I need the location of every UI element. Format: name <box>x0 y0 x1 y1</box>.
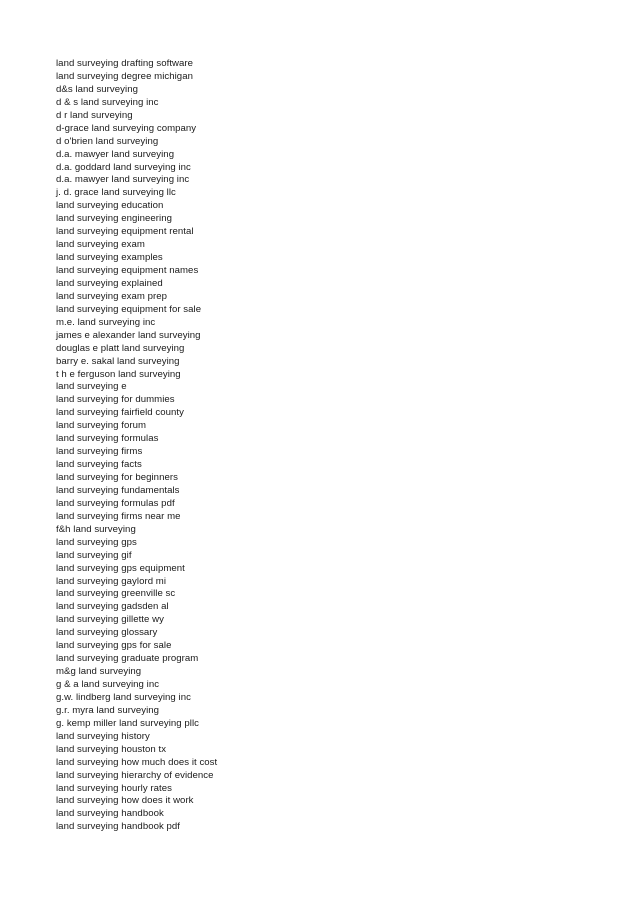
keyword-line: land surveying how much does it cost <box>56 756 218 768</box>
keyword-line: t h e ferguson land surveying <box>56 368 181 380</box>
keyword-line: land surveying drafting software <box>56 58 194 69</box>
keyword-line: land surveying gps equipment <box>56 562 185 574</box>
keyword-line: land surveying exam prep <box>56 290 168 302</box>
keyword-line: d.a. mawyer land surveying inc <box>56 174 190 186</box>
keyword-line: land surveying for beginners <box>56 472 178 483</box>
keyword-line: james e alexander land surveying <box>56 329 201 341</box>
keyword-line: land surveying forum <box>56 420 147 432</box>
keyword-line: d o'brien land surveying <box>56 135 159 147</box>
keyword-line: land surveying exam <box>56 239 145 251</box>
keyword-line: d.a. goddard land surveying inc <box>56 161 191 173</box>
keyword-line: land surveying fairfield county <box>56 407 184 419</box>
keyword-line: g.w. lindberg land surveying inc <box>56 691 191 703</box>
keyword-line: land surveying glossary <box>56 627 158 639</box>
keyword-line: land surveying facts <box>56 459 142 471</box>
keyword-line: barry e. sakal land surveying <box>56 355 180 367</box>
keyword-line: land surveying education <box>56 200 164 212</box>
keyword-line: d & s land surveying inc <box>56 96 159 108</box>
keyword-line: m&g land surveying <box>56 666 142 678</box>
keyword-line: land surveying houston tx <box>56 743 167 755</box>
keyword-line: land surveying greenville sc <box>56 588 176 600</box>
keyword-line: g & a land surveying inc <box>56 679 160 690</box>
keyword-line: land surveying gaylord mi <box>56 575 167 587</box>
keyword-line: d&s land surveying <box>56 83 138 95</box>
keyword-line: land surveying for dummies <box>56 394 175 406</box>
keyword-line: m.e. land surveying inc <box>56 316 156 328</box>
keyword-line: land surveying equipment rental <box>56 226 194 238</box>
keyword-line: g. kemp miller land surveying pllc <box>56 717 199 729</box>
keyword-line: d-grace land surveying company <box>56 122 197 134</box>
keyword-line: land surveying firms <box>56 446 143 458</box>
keyword-line: land surveying gadsden al <box>56 601 169 613</box>
keyword-line: land surveying gif <box>56 549 132 561</box>
keyword-line: land surveying gillette wy <box>56 614 164 626</box>
keyword-line: land surveying handbook <box>56 808 164 820</box>
keyword-line: j. d. grace land surveying llc <box>56 187 176 199</box>
keyword-line: land surveying formulas <box>56 433 159 445</box>
keyword-line: land surveying how does it work <box>56 795 194 807</box>
keyword-line: land surveying fundamentals <box>56 484 180 496</box>
keyword-line: land surveying hierarchy of evidence <box>56 769 214 781</box>
keyword-line: land surveying hourly rates <box>56 782 173 794</box>
keyword-line: land surveying handbook pdf <box>56 821 181 833</box>
keyword-line: land surveying gps <box>56 536 137 548</box>
keyword-line: land surveying graduate program <box>56 653 199 665</box>
keyword-line: land surveying engineering <box>56 213 172 225</box>
keyword-line: g.r. myra land surveying <box>56 704 160 716</box>
keyword-line: land surveying history <box>56 730 150 742</box>
keyword-line: land surveying equipment names <box>56 265 199 276</box>
keyword-line: d.a. mawyer land surveying <box>56 148 175 160</box>
keyword-line: land surveying gps for sale <box>56 640 172 652</box>
keyword-line: land surveying degree michigan <box>56 70 193 82</box>
keyword-line: land surveying firms near me <box>56 510 181 522</box>
keyword-line: douglas e platt land surveying <box>56 342 185 354</box>
keyword-line: land surveying formulas pdf <box>56 497 175 509</box>
keyword-line: land surveying examples <box>56 252 163 264</box>
keyword-list <box>56 58 217 834</box>
keyword-line: f&h land surveying <box>56 523 136 535</box>
keyword-line: land surveying equipment for sale <box>56 303 202 315</box>
keyword-line: land surveying explained <box>56 277 163 289</box>
keyword-line: d r land surveying <box>56 109 133 121</box>
keyword-line: land surveying e <box>56 381 127 393</box>
